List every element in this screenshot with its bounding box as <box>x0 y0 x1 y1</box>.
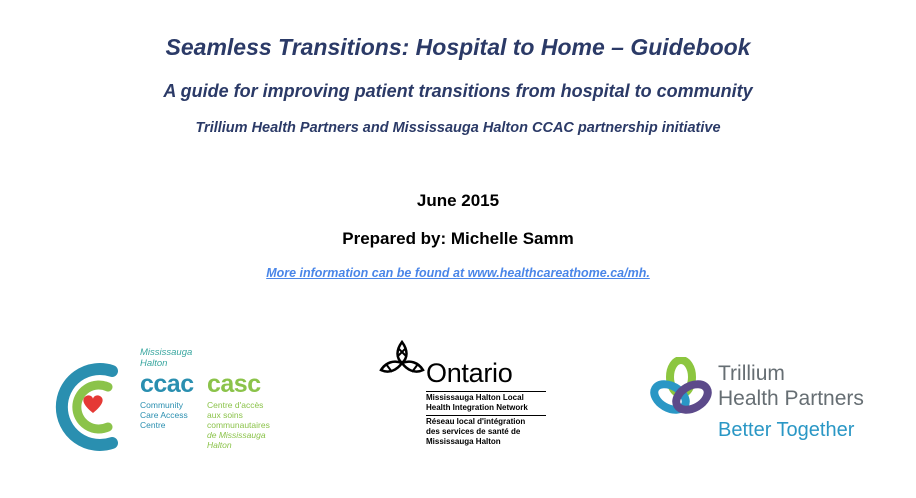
ccac-french-name: Centre d'accès aux soins communautaires de Mississauga Halton <box>207 400 270 450</box>
publication-date: June 2015 <box>416 191 500 210</box>
thp-name: Trillium Health Partners <box>718 362 864 410</box>
document-title: Seamless Transitions: Hospital to Home – Guidebook <box>165 34 751 60</box>
ccac-wordmark: ccac <box>140 370 194 398</box>
more-info-link[interactable]: More information can be found at www.healthcareathome.ca/mh. <box>266 266 650 280</box>
ccac-region: Mississauga Halton <box>140 347 193 369</box>
ontario-wordmark: Ontario <box>426 358 513 388</box>
ccac-logo <box>50 345 300 465</box>
trillium-health-partners-logo <box>650 355 900 450</box>
ccac-swirl-icon <box>50 357 140 457</box>
casc-wordmark: casc <box>207 370 261 398</box>
divider <box>426 415 546 416</box>
lhin-french-name: Réseau local d'intégration des services de santé de Mississauga Halton <box>426 417 526 446</box>
ccac-english-name: Community Care Access Centre <box>140 400 188 430</box>
prepared-by: Prepared by: Michelle Samm <box>342 229 574 248</box>
ontario-lhin-logo <box>378 338 553 453</box>
partnership-line: Trillium Health Partners and Mississauga Halton CCAC partnership initiative <box>195 120 721 136</box>
trillium-flower-icon <box>378 338 426 388</box>
document-subtitle: A guide for improving patient transitions from hospital to community <box>163 81 753 101</box>
trillium-knot-icon <box>650 357 712 419</box>
thp-tagline: Better Together <box>718 419 855 441</box>
divider <box>426 391 546 392</box>
lhin-english-name: Mississauga Halton Local Health Integration Network <box>426 393 528 412</box>
